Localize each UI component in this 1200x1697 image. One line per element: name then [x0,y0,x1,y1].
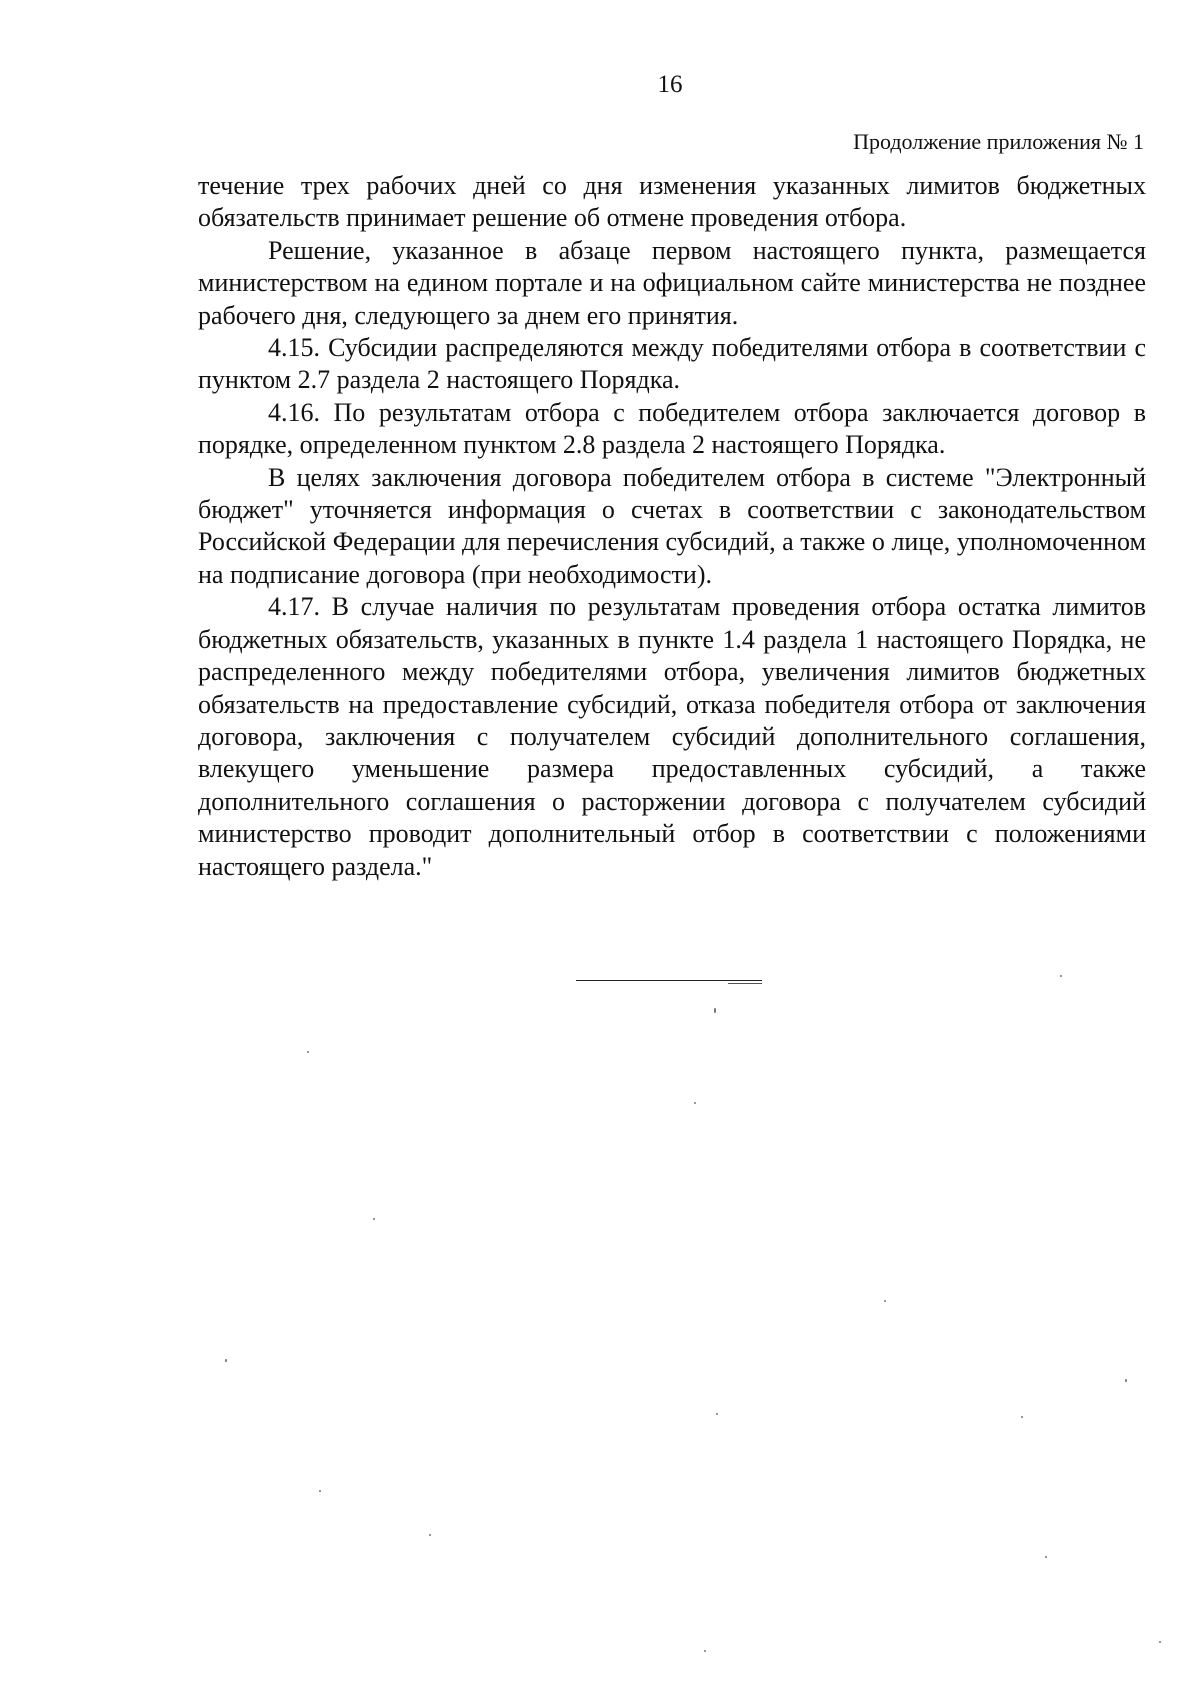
appendix-continuation-note: Продолжение приложения № 1 [853,129,1144,154]
paragraph-item-4-17: 4.17. В случае наличия по результатам проведения отбора остатка лимитов бюджетных обязательств, указанных в пункте 1.4 раздела 1 настоящего Порядка, не распределенного между победителями отбора, увеличения лимитов бюджетных обязательств на предоставление субсидий, отказа победителя отбора от заключения договора, заключения с получателем субсидий дополнительного соглашения, влекущего уменьшение размера предоставленных субсидий, а также дополнительного соглашения о расторжении договора с получателем субсидий министерство проводит дополнительный отбор в соответствии с положениями настоящего раздела." [198,592,1146,881]
scan-speck [1159,1641,1161,1643]
scan-speck [307,1051,309,1053]
scan-speck [714,1008,716,1013]
scan-speck [373,1218,375,1220]
end-of-text-rule [576,980,762,981]
page-number: 16 [657,71,683,98]
scan-speck [1125,1379,1127,1382]
scan-speck [884,1300,886,1302]
scan-speck [716,1413,718,1415]
paragraph-item-4-16: 4.16. По результатам отбора с победителем отбора заключается договор в порядке, определенном пунктом 2.8 раздела 2 настоящего Порядка. [198,397,1146,460]
document-body [198,170,1146,883]
scan-speck [1021,1416,1023,1418]
scan-speck [694,1102,696,1104]
scan-speck [1045,1556,1047,1558]
paragraph-item-4-15: 4.15. Субсидии распределяются между победителями отбора в соответствии с пунктом 2.7 раздела 2 настоящего Порядка. [198,333,1146,395]
scan-speck [319,1490,321,1492]
paragraph-continuation: течение трех рабочих дней со дня изменения указанных лимитов бюджетных обязательств принимает решение об отмене проведения отбора. [198,171,1146,233]
scan-speck [429,1534,431,1536]
paragraph-decision-publication: Решение, указанное в абзаце первом настоящего пункта, размещается министерством на едином портале и на официальном сайте министерства не позднее рабочего дня, следующего за днем его принятия. [198,235,1146,330]
scan-speck [704,1650,706,1652]
scan-speck [1060,975,1062,977]
scan-speck [225,1359,227,1362]
paragraph-electronic-budget: В целях заключения договора победителем отбора в системе "Электронный бюджет" уточняется информация о счетах в соответствии с законодательством Российской Федерации для перечисления субсидий, а также о лице, уполномоченном на подписание договора (при необходимости). [198,462,1146,589]
